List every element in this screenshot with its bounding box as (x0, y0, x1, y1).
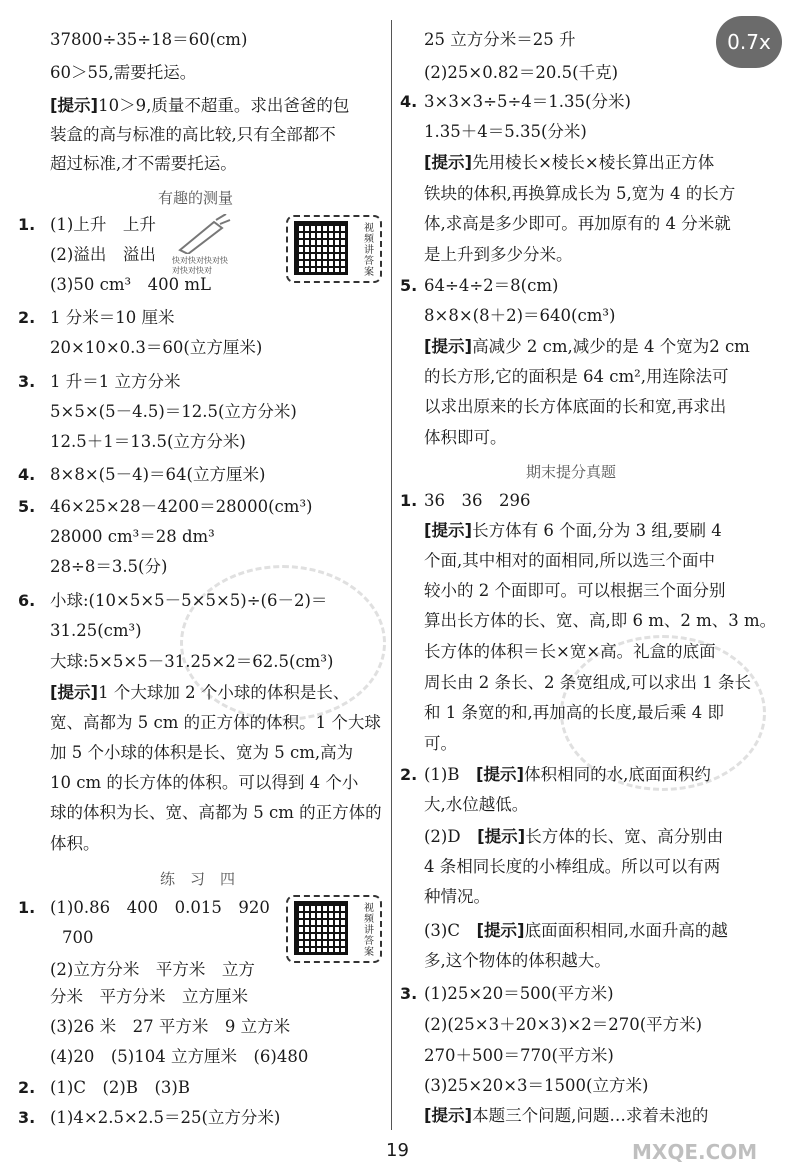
answer-line: (3)26 米 27 平方米 9 立方米 (50, 1017, 291, 1036)
answer-line: 长方体的体积＝长×宽×高。礼盒的底面 (424, 642, 716, 661)
section-title: 期末提分真题 (526, 463, 617, 481)
hint-label: [提示] (476, 765, 525, 784)
answer-line: 37800÷35÷18＝60(cm) (50, 30, 248, 49)
answer-line: 可。 (424, 734, 457, 753)
answer-line: 装盒的高与标准的高比较,只有全部都不 (50, 125, 336, 144)
answer-line (424, 920, 728, 942)
answer-line: 4 条相同长度的小棒组成。所以可以有两 (424, 857, 721, 876)
hint-text: 高减少 2 cm,减少的是 4 个宽为2 cm (472, 337, 750, 356)
answer-line: 个面,其中相对的面相同,所以选三个面中 (424, 551, 715, 570)
hint-text: 底面面积相同,水面升高的越 (524, 921, 728, 940)
question-number: 1. (18, 898, 36, 917)
hint-line (424, 336, 750, 358)
answer-line: (2)25×0.82＝20.5(千克) (424, 63, 619, 82)
answer-line: 算出长方体的长、宽、高,即 6 m、2 m、3 m。 (424, 611, 777, 630)
hint-label: [提示] (50, 683, 99, 702)
hint-label: [提示] (477, 827, 526, 846)
question-number: 5. (400, 276, 418, 295)
answer-line: 种情况。 (424, 887, 490, 906)
hint-text: 1 个大球加 2 个小球的体积是长、 (98, 683, 350, 702)
hint-line (50, 95, 349, 117)
section-title: 有趣的测量 (158, 189, 234, 207)
hint-line (424, 1105, 708, 1127)
answer-line: 宽、高都为 5 cm 的正方体的体积。1 个大球 (50, 713, 381, 732)
answer-line: 8×8×(8＋2)＝640(cm³) (424, 306, 616, 325)
answer-choice: (3)C (424, 921, 477, 940)
answer-line (424, 764, 711, 786)
answer-line: 5×5×(5－4.5)＝12.5(立方分米) (50, 402, 297, 421)
answer-line: 31.25(cm³) (50, 621, 142, 640)
hint-line (424, 152, 714, 174)
hint-label: [提示] (476, 921, 525, 940)
answer-line: 周长由 2 条长、2 条宽组成,可以求出 1 条长 (424, 673, 751, 692)
answer-line: 以求出原来的长方体底面的长和宽,再求出 (424, 397, 727, 416)
answer-line: 大,水位越低。 (424, 795, 529, 814)
hint-line (50, 682, 349, 704)
answer-line: 1 升＝1 立方分米 (50, 372, 181, 391)
answer-choice: (1)B (424, 765, 476, 784)
question-number: 2. (18, 1078, 36, 1097)
hint-line (424, 520, 722, 542)
answer-line: 1 分米＝10 厘米 (50, 308, 175, 327)
qr-code-icon (294, 221, 348, 275)
answer-line: 700 (62, 928, 94, 947)
answer-line: (1)上升 上升 (50, 215, 156, 234)
qr-small-text: 快对快对快对快对快对快对 (172, 256, 228, 275)
answer-line: 是上升到多少分米。 (424, 245, 573, 264)
answer-line: 较小的 2 个面即可。可以根据三个面分别 (424, 581, 726, 600)
hint-text: 长方体有 6 个面,分为 3 组,要刷 4 (472, 521, 722, 540)
video-qr-code[interactable] (286, 895, 382, 963)
answer-line: (1)4×2.5×2.5＝25(立方分米) (50, 1108, 281, 1127)
answer-line: 28÷8＝3.5(分) (50, 557, 168, 576)
answer-line: 12.5＋1＝13.5(立方分米) (50, 432, 246, 451)
answer-line: 10 cm 的长方体的体积。可以得到 4 个小 (50, 773, 359, 792)
qr-caption: 视频讲答案 (364, 223, 374, 278)
question-number: 5. (18, 497, 36, 516)
answer-line: 球的体积为长、宽、高都为 5 cm 的正方体的 (50, 803, 382, 822)
answer-choice: (2)D (424, 827, 478, 846)
answer-line: 多,这个物体的体积越大。 (424, 951, 611, 970)
question-number: 2. (18, 308, 36, 327)
hint-text: 长方体的长、宽、高分别由 (525, 827, 724, 846)
answer-line: 的长方形,它的面积是 64 cm²,用连除法可 (424, 367, 729, 386)
question-number: 2. (400, 765, 418, 784)
question-number: 4. (400, 92, 418, 111)
hint-text: 本题三个问题,问题…求着未池的 (472, 1106, 709, 1125)
answer-line: 25 立方分米＝25 升 (424, 30, 576, 49)
answer-line: (2)立方分米 平方米 立方 (50, 960, 255, 979)
answer-line: 64÷4÷2＝8(cm) (424, 276, 559, 295)
hint-label: [提示] (50, 96, 99, 115)
answer-line: 小球:(10×5×5－5×5×5)÷(6－2)＝ (50, 591, 328, 610)
answer-line: 和 1 条宽的和,再加高的长度,最后乘 4 即 (424, 703, 724, 722)
answer-line: (3)25×20×3＝1500(立方米) (424, 1076, 649, 1095)
video-qr-code[interactable] (286, 215, 382, 283)
answer-line: 大球:5×5×5－31.25×2＝62.5(cm³) (50, 652, 334, 671)
answer-line: 20×10×0.3＝60(立方厘米) (50, 338, 263, 357)
column-divider (391, 20, 392, 1130)
answer-line: (4)20 (5)104 立方厘米 (6)480 (50, 1047, 309, 1066)
question-number: 1. (400, 491, 418, 510)
playback-speed-badge[interactable]: 0.7x (716, 16, 782, 68)
answer-line: (2)溢出 溢出 (50, 245, 156, 264)
section-title: 练 习 四 (160, 870, 236, 888)
question-number: 6. (18, 591, 36, 610)
question-number: 3. (400, 984, 418, 1003)
hint-label: [提示] (424, 521, 473, 540)
answer-line (424, 826, 723, 848)
hint-text: 先用棱长×棱长×棱长算出正方体 (472, 153, 715, 172)
answer-line: 体积。 (50, 834, 100, 853)
question-number: 3. (18, 1108, 36, 1127)
qr-code-icon (294, 901, 348, 955)
answer-line: 体积即可。 (424, 428, 507, 447)
hint-label: [提示] (424, 153, 473, 172)
answer-line: 铁块的体积,再换算成长为 5,宽为 4 的长方 (424, 184, 736, 203)
answer-line: (1)0.86 400 0.015 920 (50, 898, 270, 917)
answer-line: 加 5 个小球的体积是长、宽为 5 cm,高为 (50, 743, 354, 762)
page-number: 19 (386, 1140, 409, 1161)
answer-line: 分米 平方分米 立方厘米 (50, 987, 248, 1006)
question-number: 4. (18, 465, 36, 484)
question-number: 3. (18, 372, 36, 391)
answer-line: 28000 cm³＝28 dm³ (50, 527, 215, 546)
answer-line: (1)25×20＝500(平方米) (424, 984, 614, 1003)
answer-line: (2)(25×3＋20×3)×2＝270(平方米) (424, 1015, 703, 1034)
answer-line: 体,求高是多少即可。再加原有的 4 分米就 (424, 214, 731, 233)
site-watermark: MXQE.COM (632, 1140, 758, 1164)
answer-line: 8×8×(5－4)＝64(立方厘米) (50, 465, 266, 484)
answer-line: (1)C (2)B (3)B (50, 1078, 190, 1097)
hint-text: 10＞9,质量不超重。求出爸爸的包 (98, 96, 350, 115)
hint-text: 体积相同的水,底面面积约 (524, 765, 711, 784)
answer-line: 超过标准,才不需要托运。 (50, 154, 237, 173)
question-number: 1. (18, 215, 36, 234)
hint-label: [提示] (424, 337, 473, 356)
answer-line: 3×3×3÷5÷4＝1.35(分米) (424, 92, 631, 111)
answer-line: 1.35＋4＝5.35(分米) (424, 122, 587, 141)
answer-line: 46×25×28－4200＝28000(cm³) (50, 497, 313, 516)
carrot-icon (174, 214, 234, 254)
answer-line: 60＞55,需要托运。 (50, 63, 197, 82)
answer-line: (3)50 cm³ 400 mL (50, 275, 211, 294)
hint-label: [提示] (424, 1106, 473, 1125)
answer-line: 36 36 296 (424, 491, 531, 510)
qr-caption: 视频讲答案 (364, 903, 374, 958)
answer-line: 270＋500＝770(平方米) (424, 1046, 614, 1065)
